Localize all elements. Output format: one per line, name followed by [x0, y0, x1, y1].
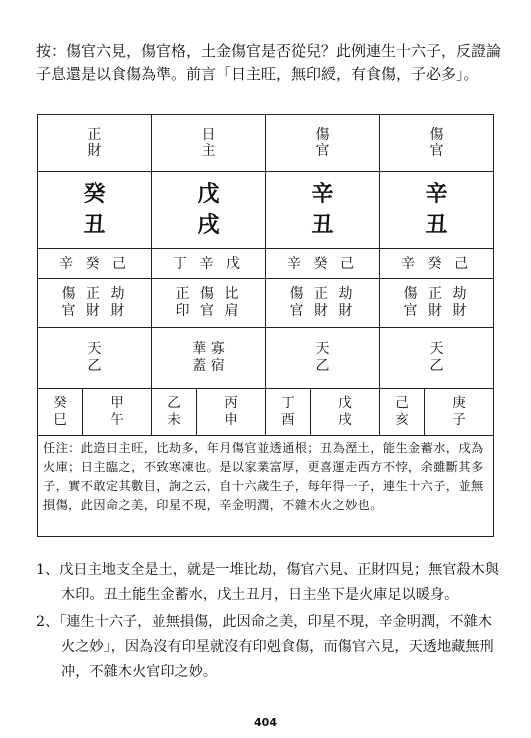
heavenly-stem: 癸 [83, 181, 106, 207]
intro-paragraph: 按：傷官六見，傷官格，土金傷官是否從兒？此例連生十六子，反證論子息還是以食傷為準。前言「日主旺，無印綬，有食傷，子必多」。 [36, 42, 502, 83]
heavenly-stem: 戊 [197, 181, 220, 207]
ten-god-year: 正 財 [38, 115, 152, 172]
hidden-stems-month: 丁 辛 戊 [152, 249, 266, 279]
heavenly-stem: 辛 [425, 181, 448, 207]
stars-year: 天 乙 [38, 328, 152, 389]
commentary-note: 任注：此造日主旺，比劫多，年月傷官並透通根；丑為溼土，能生金蓄水，戌為火庫；日主臨之，不致寒凍也。是以家業富厚，更喜運走西方不悖，余雖斷其多子，實不敢定其數目，詢之云，自十六歲生子，每年得一子，連生十六子，並無損傷，此因命之美，印星不現，辛金明潤，不雜木火之妙也。 [38, 436, 494, 537]
life-stage-cell: 癸 巳 [38, 389, 83, 436]
ten-god-hour: 傷 官 [380, 115, 494, 172]
hidden-gods-day: 傷 正 劫 官 財 財 [266, 279, 380, 328]
analysis-points [36, 558, 506, 687]
earthly-branch: 戌 [197, 212, 220, 238]
life-stage-cell: 甲 午 [83, 389, 152, 436]
life-stage-cell: 己 亥 [380, 389, 425, 436]
hidden-gods-month: 正 傷 比 印 官 肩 [152, 279, 266, 328]
hidden-stems-hour: 辛 癸 己 [380, 249, 494, 279]
hidden-stems-day: 辛 癸 己 [266, 249, 380, 279]
earthly-branch: 丑 [83, 212, 106, 238]
page-number: 404 [254, 716, 277, 729]
ten-god-day: 傷 官 [266, 115, 380, 172]
hidden-stems-year: 辛 癸 己 [38, 249, 152, 279]
ten-god-month: 日 主 [152, 115, 266, 172]
life-stage-cell: 戊 戌 [311, 389, 380, 436]
pillar-day [266, 172, 380, 249]
heavenly-stem: 辛 [311, 181, 334, 207]
stars-day: 天 乙 [266, 328, 380, 389]
analysis-point: 2、「連生十六子，並無損傷，此因命之美，印星不現，辛金明潤，不雜木火之妙」，因為沒有印星就沒有印剋食傷，而傷官六見，天透地藏無刑冲，不雜木火官印之妙。 [36, 614, 494, 680]
stars-month: 華 寡 蓋 宿 [152, 328, 266, 389]
hidden-gods-year: 傷 正 劫 官 財 財 [38, 279, 152, 328]
life-stage-cell: 庚 子 [425, 389, 494, 436]
life-stage-cell: 丙 申 [197, 389, 266, 436]
bazi-chart [37, 114, 494, 537]
life-stage-cell: 丁 酉 [266, 389, 311, 436]
stars-hour: 天 乙 [380, 328, 494, 389]
hidden-gods-hour: 傷 正 劫 官 財 財 [380, 279, 494, 328]
pillar-year [38, 172, 152, 249]
life-stage-cell: 乙 未 [152, 389, 197, 436]
earthly-branch: 丑 [425, 212, 448, 238]
pillar-hour [380, 172, 494, 249]
pillar-month [152, 172, 266, 249]
earthly-branch: 丑 [311, 212, 334, 238]
analysis-point: 1、戊日主地支全是土，就是一堆比劫，傷官六見、正財四見；無官殺木與木印。丑土能生金蓄水，戊土丑月，日主坐下是火庫足以暖身。 [36, 562, 500, 603]
